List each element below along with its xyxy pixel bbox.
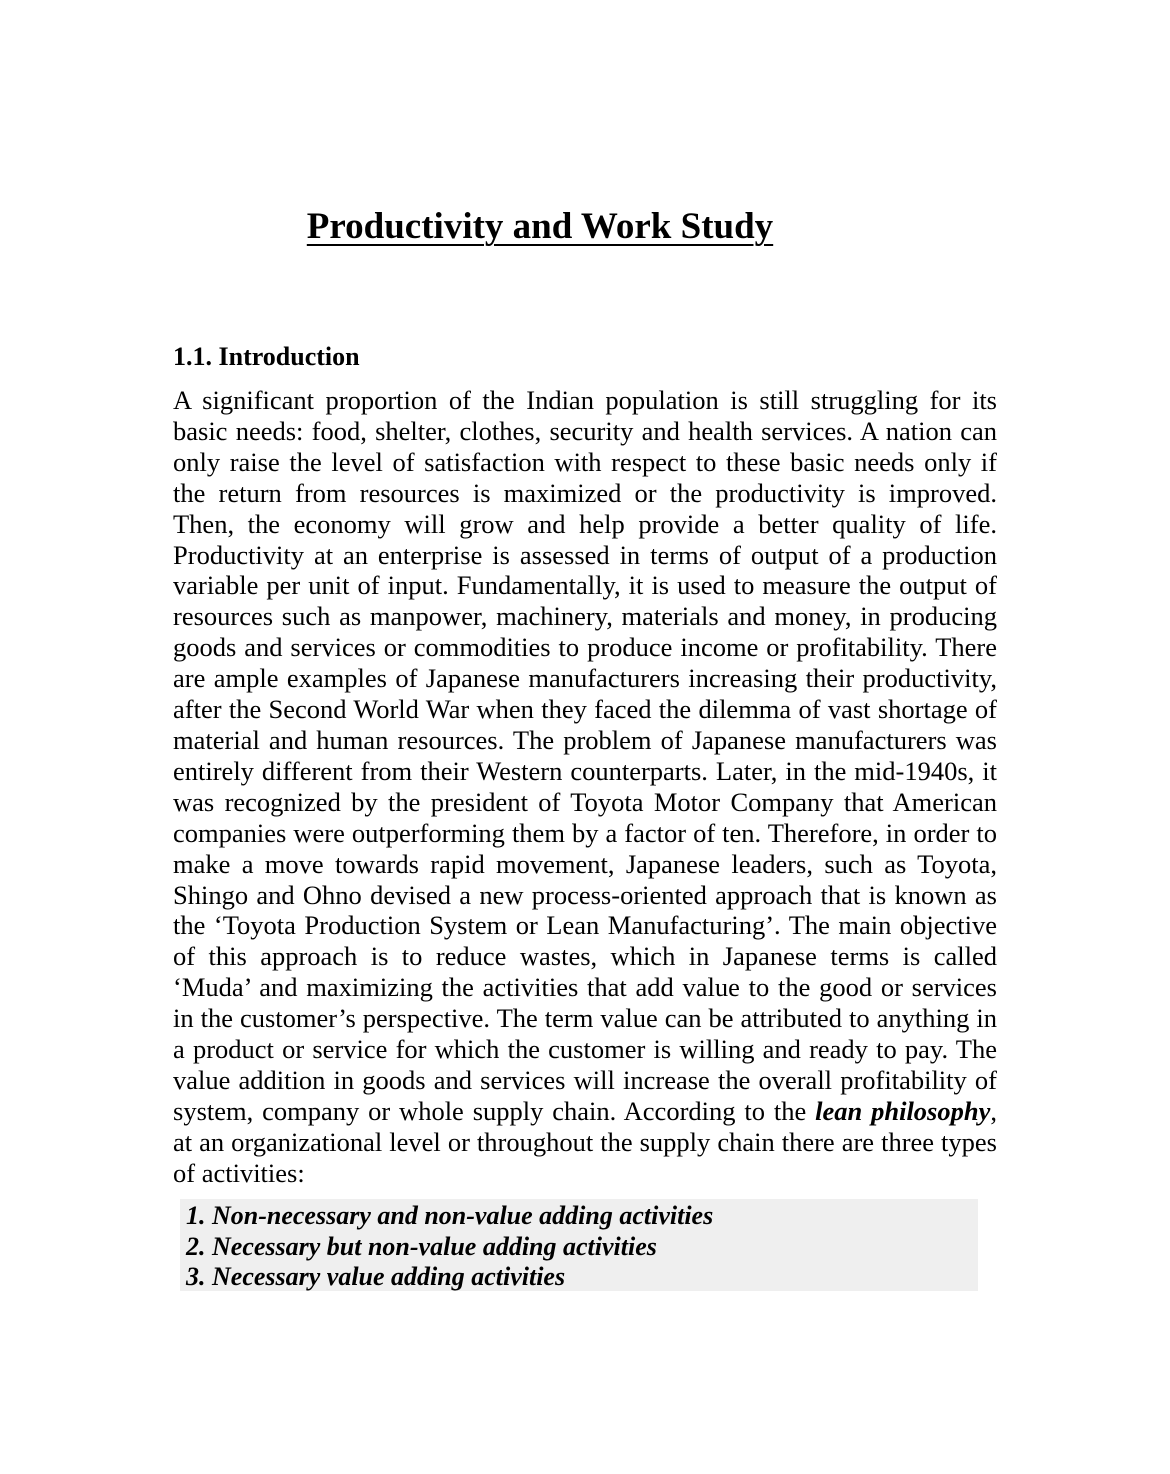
activity-item: 1. Non-necessary and non-value adding activities xyxy=(186,1201,714,1230)
page-title: Productivity and Work Study xyxy=(306,206,774,247)
paragraph-text-end: , at an organizational level or throughout the supply chain there are three types of activities: xyxy=(173,1095,997,1188)
activity-item: 2. Necessary but non-value adding activities xyxy=(186,1231,657,1261)
activity-item: 3. Necessary value adding activities xyxy=(186,1262,566,1291)
intro-paragraph xyxy=(173,385,997,1189)
section-heading: 1.1. Introduction xyxy=(173,342,360,371)
paragraph-text-start: A significant proportion of the Indian population is still struggling for its basic needs: food, shelter, clothes, security and health services. A nation can only raise the level of satisfaction with respect to these basic needs only if the return from resources is maximized or the productivity is improved. Then, the economy will grow and help provide a better quality of life. Productivity at an enterprise is assessed in terms of output of a production variable per unit of input. Fundamentally, it is used to measure the output of resources such as manpower, machinery, materials and money, in producing goods and services or commodities to produce income or profitability. There are ample examples of Japanese manufacturers increasing their productivity, after the Second World War when they faced the dilemma of vast shortage of material and human resources. The problem of Japanese manufacturers was entirely different from their Western counterparts. Later, in the mid-1940s, it was recognized by the president of Toyota Motor Company that American companies were outperforming them by a factor of ten. Therefore, in order to make a move towards rapid movement, Japanese leaders, such as Toyota, Shingo and Ohno devised a new process-oriented approach that is known as the ‘Toyota Production System or Lean Manufacturing’. The main objective of this approach is to reduce wastes, which in Japanese terms is called ‘Muda’ and maximizing the activities that add value to the good or services in the customer’s perspective. The term value can be attributed to anything in a product or service for which the customer is willing and ready to pay. The value addition in goods and services will increase the overall profitability of system, company or whole supply chain. According to the xyxy=(173,385,997,1126)
activity-types-box xyxy=(180,1199,978,1291)
lean-philosophy-emphasis: lean philosophy xyxy=(815,1095,991,1126)
